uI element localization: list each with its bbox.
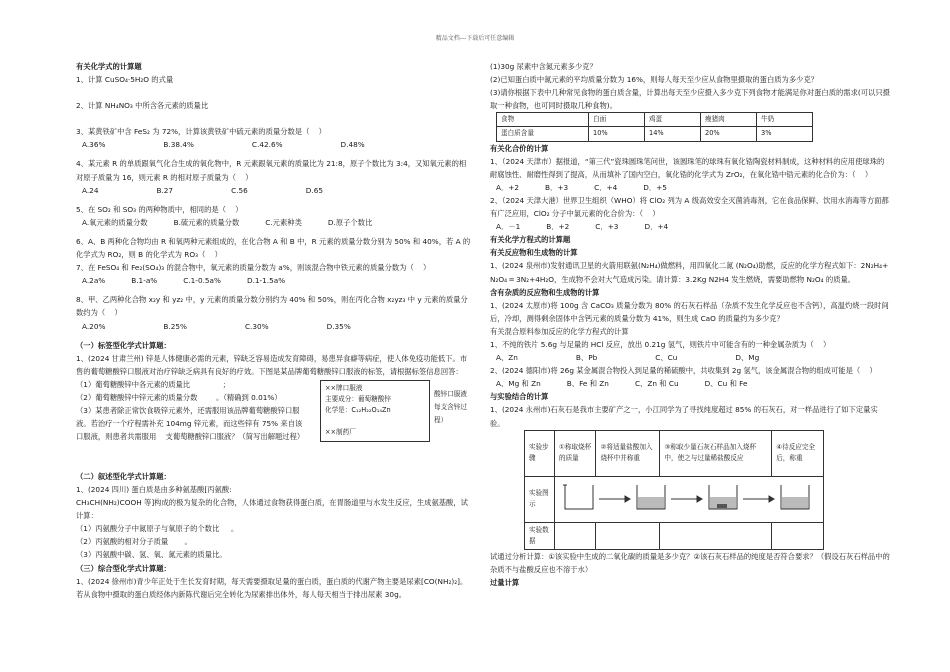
- question-6: 6、A、B 两种化合物均由 R 和氧两种元素组成的，在化合物 A 和 B 中，R 元素的质量分数分别为 50% 和 40%，若 A 的化学式为 RO₂，则 B 的化学式为 RO₃（ ）: [76, 236, 471, 260]
- option: B.27: [156, 185, 174, 195]
- option: D、Mg: [735, 353, 760, 363]
- beaker-icon: [563, 485, 593, 509]
- question-3: 3、某黄铁矿中含 FeS₂ 为 72%，计算该黄铁矿中硫元素的质量分数是（ ）: [76, 127, 326, 137]
- option: A.24: [82, 185, 99, 195]
- arrow-icon: [743, 496, 774, 502]
- question-7: 7、在 FeSO₄ 和 Fe₂(SO₄)₃ 的混合物中，氧元素的质量分数为 a%，则该混合物中铁元素的质量分数为（ ）: [76, 263, 431, 273]
- subsection-impurities: 含有杂质的反应物和生成物的计算: [490, 287, 600, 297]
- question-8-options: [76, 320, 472, 333]
- data-cell: [555, 522, 596, 549]
- table-cell: 20%: [701, 127, 757, 141]
- equation-question-1: 1、(2024 泉州市)发射通讯卫星的火箭用联氨(N₂H₄)做燃料，用四氧化二氮 (N₂O₄)助燃，反应的化学方程式如下：2N₂H₄+ N₂O₄ ═ 3N₂+4H₂O，生成物不会对大气造成污染。请计算：3.2Kg N2H4 发生燃烧，需要助燃物 N₂O₄ 的质量。: [490, 261, 891, 284]
- row-label: 实验数据: [525, 522, 555, 549]
- left-column: [76, 60, 472, 601]
- option: D、Cu 和 Fe: [704, 379, 748, 389]
- urea-subquestions: (1)30g 尿素中含氮元素多少克？ (2)已知蛋白质中氮元素的平均质量分数为 16%，则每人每天至少应从食物里摄取的蛋白质为多少克？ (3)请你根据下表中几种常见食物的蛋白质含量，计算出每天至少应摄入多少克下列食物才能满足你对蛋白质的需求(可以只摄取一种食物，也可同时摄取几种食物)。: [490, 62, 890, 111]
- option: B．+3: [545, 182, 569, 192]
- product-label-box: [320, 380, 430, 442]
- table-row: [525, 430, 824, 476]
- product-label-line: ××制药厂: [325, 427, 356, 436]
- row-label: 实验步骤: [525, 430, 555, 476]
- table-cell: 食物: [497, 113, 589, 127]
- subsection-excess: 过量计算: [490, 577, 520, 587]
- data-cell: [596, 522, 660, 549]
- label-question-subparts: （1）葡萄糖酸锌中各元素的质量比 ； （2）葡萄糖酸锌中锌元素的质量分数 。（精确到 0.01%） （3）某患者除正常饮食吸锌元素外，还需服用该品牌葡萄糖酸锌口服液。若治疗一个疗程需补充 104mg 锌元素，而这些锌有 75% 来自该口服液，则患者共需服用 支葡萄糖酸锌口服液？（简写出解题过程）: [76, 379, 305, 442]
- food-protein-table: [496, 112, 813, 141]
- option: A．－1: [496, 222, 521, 232]
- option: D.48%: [340, 140, 365, 150]
- product-label-line: [325, 416, 425, 427]
- option: B.1-a%: [131, 276, 158, 286]
- option: D．+4: [644, 222, 669, 232]
- row-label: 实验图示: [525, 476, 555, 522]
- table-cell: 鸡蛋: [645, 113, 701, 127]
- step-cell: ②将适量盐酸加入烧杯中并称重: [596, 430, 660, 476]
- product-label-line: ××牌口服液: [325, 383, 363, 392]
- option: C.元素种类: [265, 217, 302, 227]
- option: B、Pb: [575, 353, 598, 363]
- option: C.56: [231, 185, 248, 195]
- table-row: [497, 127, 813, 141]
- option: C.1-0.5a%: [183, 276, 221, 286]
- product-label-line: 主要成分：葡萄糖酸锌: [325, 394, 391, 403]
- section-title-valence: 有关化合价的计算: [490, 143, 549, 153]
- right-column: [490, 60, 890, 589]
- option: A、Zn: [496, 353, 518, 363]
- experiment-table: [524, 430, 824, 550]
- mixture-question-2: 2、(2024 德阳市)将 26g 某金属混合物投入到足量的稀硫酸中，共收集到 2g 氢气，该金属混合物的组成可能是（ ）: [490, 366, 877, 376]
- option: A.2a%: [82, 276, 106, 286]
- question-4-options: [76, 184, 472, 197]
- arrow-icon: [599, 496, 630, 502]
- section-title-equation: 有关化学方程式的计算题: [490, 235, 571, 245]
- step-cell: ④待反应完全后，称重: [772, 430, 824, 476]
- option: B.硫元素的质量分数: [173, 217, 240, 227]
- option: C、Cu: [655, 353, 678, 363]
- option: C、Zn 和 Cu: [634, 379, 679, 389]
- option: B.38.4%: [163, 140, 194, 150]
- option: B．+2: [546, 222, 570, 232]
- step-cell: ③称取少量石灰石样品加入烧杯中，使之与过量稀盐酸反应: [660, 430, 772, 476]
- comprehensive-question: 1、(2024 徐州市)青少年正处于生长发育时期，每天需要摄取足量的蛋白质，蛋白质的代谢产物主要是尿素[CO(NH₂)₂]。若从食物中摄取的蛋白质经体内新陈代谢后完全转化为尿素排出体外，每人每天相当于排出尿素 30g。: [76, 576, 468, 599]
- beaker-reaction-icon: [709, 485, 737, 509]
- table-cell: 瘦猪肉: [701, 113, 757, 127]
- option: C．+4: [594, 182, 618, 192]
- data-cell: [772, 522, 824, 549]
- beaker-final-icon: [781, 485, 809, 509]
- question-8: 8、甲、乙两种化合物 x₂y 和 yz₂ 中，y 元素的质量分数分别约为 40% 和 50%，则在丙化合物 x₂yz₃ 中 y 元素的质量分数约为（ ）: [76, 295, 468, 318]
- arrow-icon: [671, 496, 702, 502]
- beaker-with-acid-icon: [637, 485, 665, 509]
- table-row: [497, 113, 813, 127]
- question-4: 4、某元素 R 的单质跟氧气化合生成的氧化物中，R 元素跟氧元素的质量比为 21:8，原子个数比为 3:4，又知氧元素的相对原子质量为 16，则元素 R 的相对原子质量为（ ）: [76, 159, 467, 182]
- mixture-2-options: [490, 377, 890, 390]
- table-cell: 牛奶: [757, 113, 813, 127]
- question-3-options: [76, 138, 472, 151]
- mixture-question-1: 1、不纯的铁片 5.6g 与足量的 HCl 反应，放出 0.21g 氢气，则铁片中可能含有的一种金属杂质为（ ）: [490, 339, 831, 349]
- valence-1-options: [490, 181, 890, 194]
- table-row: [525, 522, 824, 549]
- table-cell: 3%: [757, 127, 813, 141]
- section-label-1: （一）标签型化学式计算题：: [76, 340, 171, 350]
- product-label-side-text: 酸锌口服液每支含锌过程）: [434, 389, 467, 424]
- table-cell: 14%: [645, 127, 701, 141]
- option: A.20%: [82, 321, 106, 331]
- option: D.1-1.5a%: [246, 276, 286, 286]
- section-label-2: （二）叙述型化学式计算题：: [76, 471, 171, 481]
- subsection-reactants: 有关反应物和生成物的计算: [490, 248, 578, 258]
- option: C.30%: [244, 321, 269, 331]
- experiment-diagram-cell: [555, 476, 824, 522]
- option: B、Fe 和 Zn: [566, 379, 609, 389]
- table-row: [525, 476, 824, 522]
- valence-question-1: 1、（2024 天津市）据报道，“第三代”瓷珠圆珠笔问世，该圆珠笔的球珠有氧化锆陶瓷材料制成，这种材料的应用使球珠的耐腐蚀性、耐磨性得到了提高，从而填补了国内空白，氧化锆的化学式为 ZrO₂，在氧化锆中锆元素的化合价为：（ ）: [490, 156, 885, 179]
- question-7-options: [76, 274, 472, 287]
- question-5-options: [76, 216, 472, 229]
- section-label-3: （三）综合型化学式计算题：: [76, 563, 171, 573]
- option: A.36%: [82, 140, 106, 150]
- option: D.35%: [326, 321, 351, 331]
- valence-2-options: [490, 220, 890, 233]
- beaker-diagram: [559, 479, 819, 515]
- option: C．+3: [595, 222, 619, 232]
- table-cell: 10%: [589, 127, 645, 141]
- option: A.氧元素的质量分数: [82, 217, 148, 227]
- step-cell: ①称取烧杯的质量: [555, 430, 596, 476]
- label-question-intro: 1、(2024 甘肃兰州) 锌是人体健康必需的元素，锌缺乏容易造成发育障碍，易患异食癖等病症，使人体免疫功能低下。市售的葡萄糖酸锌口服液对治疗锌缺乏病具有良好的疗效。下图是某品牌葡萄糖酸锌口服液的标签，请根据标签信息回答：: [76, 353, 468, 376]
- table-cell: 白面: [589, 113, 645, 127]
- question-2: 2、计算 NH₄NO₃ 中所含各元素的质量比: [76, 101, 209, 111]
- narrative-question: 1、(2024 四川) 蛋白质是由多种氨基酸[丙氨酸: CH₃CH(NH₂)COOH 等]构成的极为复杂的化合物，人体通过食物获得蛋白质，在胃肠道里与水发生反应，生成氨基酸，试计算： （1）丙氨酸分子中氮原子与氧原子的个数比 。 （2）丙氨酸的相对分子质量 。 （3）丙氨酸中碳、氢、氧、氮元素的质量比。: [76, 484, 468, 560]
- option: A、Mg 和 Zn: [496, 379, 541, 389]
- question-1: 1、计算 CuSO₄·5H₂O 的式量: [76, 75, 174, 85]
- label-question-block: [76, 378, 472, 470]
- option: D.65: [305, 185, 324, 195]
- question-5: 5、在 SO₂ 和 SO₃ 的两种物质中，相同的是（ ）: [76, 204, 243, 214]
- page-header: 精品文档---下载后可任意编辑: [435, 35, 515, 42]
- option: C.42.6%: [251, 140, 283, 150]
- mixture-1-options: [490, 351, 890, 364]
- experiment-intro: 1、(2024 永州市)石灰石是我市主要矿产之一，小江同学为了寻找纯度超过 85% 的石灰石，对一样品进行了如下定量实验。: [490, 405, 878, 428]
- section-title-formula: 有关化学式的计算题: [76, 62, 142, 71]
- option: D.原子个数比: [327, 217, 373, 227]
- option: A．+2: [496, 182, 520, 192]
- table-cell: 蛋白质含量: [497, 127, 589, 141]
- option: D．+5: [643, 182, 667, 192]
- valence-question-2: 2、（2024 天津大港）世界卫生组织（WHO）将 ClO₂ 列为 A 级高效安全灭菌消毒剂，它在食品保鲜、饮用水消毒等方面都有广泛应用，ClO₂ 分子中氯元素的化合价为：（ ）: [490, 195, 889, 219]
- product-label-line: 化学是：C₁₂H₂₂O₁₄Zn: [325, 405, 391, 414]
- impurity-question: 1、(2024 太原市)将 100g 含 CaCO₃ 质量分数为 80% 的石灰石样品（杂质不发生化学反应也不含钙），高温灼烧一段时间后，冷却，测得剩余固体中含钙元素的质量分数为 41%，则生成 CaO 的质量约为多少克？ 有关混合原料参加反应的化学方程式的计算: [490, 300, 889, 336]
- experiment-question: 试通过分析计算：①该实验中生成的二氧化碳的质量是多少克？②该石灰石样品的纯度是否符合要求？（假设石灰石样品中的杂质不与盐酸反应也不溶于水）: [490, 551, 890, 574]
- option: B.25%: [163, 321, 187, 331]
- data-cell: [660, 522, 772, 549]
- subsection-experiment: 与实验结合的计算: [490, 392, 549, 402]
